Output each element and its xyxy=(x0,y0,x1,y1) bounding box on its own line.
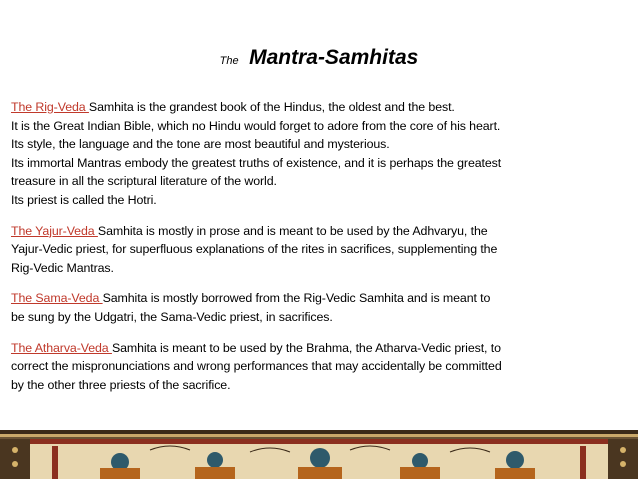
atharva-veda-text-2: correct the mispronunciations and wrong performances that may accidentally be committed xyxy=(11,359,502,374)
yajur-veda-text-3: Rig-Vedic Mantras. xyxy=(11,260,114,275)
rig-veda-text-3: Its style, the language and the tone are most beautiful and mysterious. xyxy=(11,137,390,152)
rig-veda-text-2: It is the Great Indian Bible, which no Hindu would forget to adore from the core of his heart. xyxy=(11,118,501,133)
decorative-painting-banner xyxy=(0,430,638,479)
atharva-veda-line-1 xyxy=(11,339,631,358)
sama-veda-line-1 xyxy=(11,289,631,308)
slide-body xyxy=(11,98,631,394)
paragraph-gap xyxy=(11,277,631,289)
yajur-veda-text-2: Yajur-Vedic priest, for superfluous explanations of the rites in sacrifices, supplementing the xyxy=(11,242,498,257)
rig-veda-link[interactable]: The Rig-Veda xyxy=(11,100,89,114)
rig-veda-text-1: Samhita is the grandest book of the Hindus, the oldest and the best. xyxy=(88,100,455,114)
paragraph-gap xyxy=(11,210,631,222)
rig-veda-text-5: treasure in all the scriptural literature of the world. xyxy=(11,174,277,189)
rig-veda-text-4: Its immortal Mantras embody the greatest truths of existence, and it is perhaps the greatest xyxy=(11,155,502,170)
sama-veda-text-2: be sung by the Udgatri, the Sama-Vedic priest, in sacrifices. xyxy=(11,309,333,324)
painting-illustration xyxy=(0,430,638,479)
sama-veda-link[interactable]: The Sama-Veda xyxy=(11,291,103,306)
title-prefix: The xyxy=(219,55,239,67)
yajur-veda-text-1: Samhita is mostly in prose and is meant to be used by the Adhvaryu, the xyxy=(97,223,488,238)
paragraph-gap xyxy=(11,327,631,339)
atharva-veda-link[interactable]: The Atharva-Veda xyxy=(11,340,112,355)
sama-veda-text-1: Samhita is mostly borrowed from the Rig-Vedic Samhita and is meant to xyxy=(102,291,491,306)
yajur-veda-line-1 xyxy=(11,222,631,241)
atharva-veda-text-1: Samhita is meant to be used by the Brahma, the Atharva-Vedic priest, to xyxy=(111,340,501,355)
rig-veda-text-6: Its priest is called the Hotri. xyxy=(11,192,157,207)
title-main: Mantra-Samhitas xyxy=(249,46,419,69)
atharva-veda-text-3: by the other three priests of the sacrifice. xyxy=(11,377,231,392)
yajur-veda-link[interactable]: The Yajur-Veda xyxy=(11,223,98,238)
slide-title xyxy=(0,46,638,70)
rig-veda-line-1 xyxy=(11,98,631,117)
